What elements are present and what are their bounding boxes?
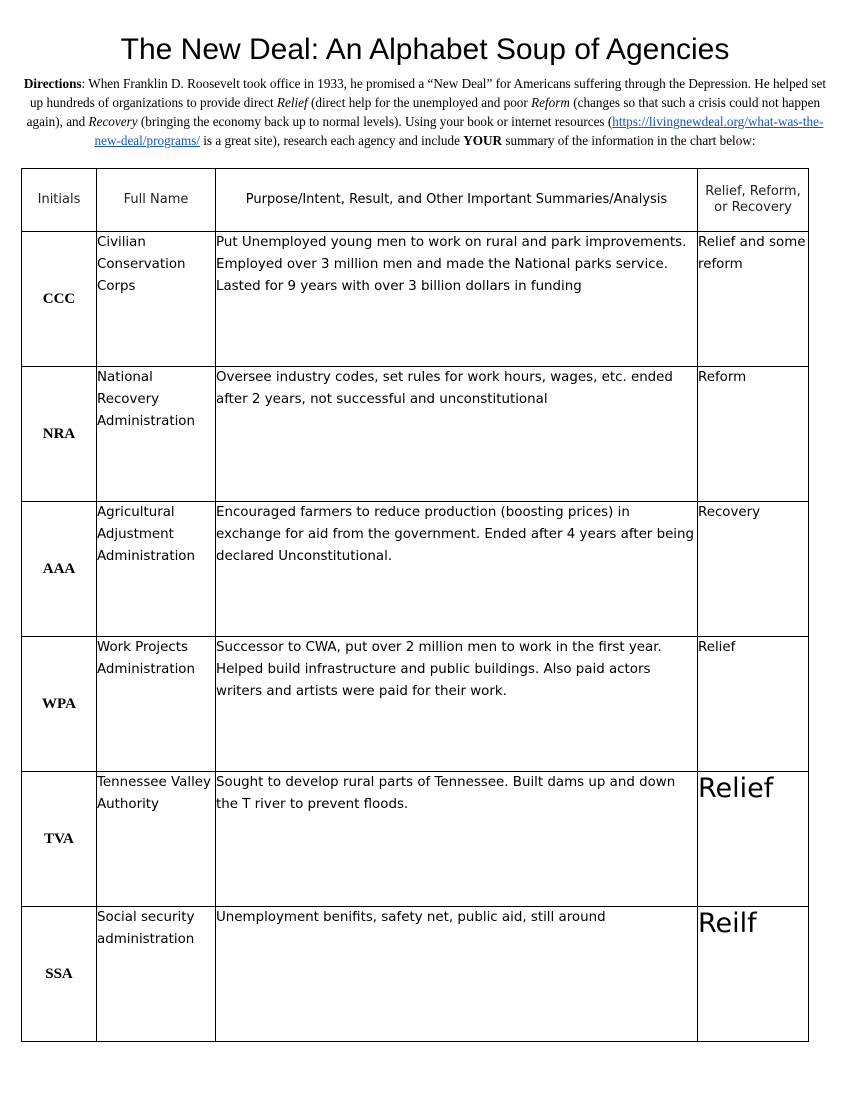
purpose-cell[interactable]: Unemployment benifits, safety net, public aid, still around — [216, 907, 698, 1042]
table-row — [22, 637, 809, 772]
category-cell[interactable]: Recovery — [698, 502, 809, 637]
header-initials: Initials — [22, 169, 97, 232]
directions-text-4: (bringing the economy back up to normal levels). Using your book or internet resources ( — [137, 114, 613, 129]
full-name-cell[interactable]: Work Projects Administration — [97, 637, 216, 772]
full-name-cell[interactable]: Civilian Conservation Corps — [97, 232, 216, 367]
purpose-cell[interactable]: Encouraged farmers to reduce production (boosting prices) in exchange for aid from the government. Ended after 4 years after being declared Unconstitutional. — [216, 502, 698, 637]
recovery-term: Recovery — [88, 114, 138, 129]
full-name-cell[interactable]: National Recovery Administration — [97, 367, 216, 502]
initials-cell: NRA — [22, 367, 97, 502]
page-title: The New Deal: An Alphabet Soup of Agencies — [120, 33, 730, 66]
purpose-cell[interactable]: Oversee industry codes, set rules for work hours, wages, etc. ended after 2 years, not successful and unconstitutional — [216, 367, 698, 502]
initials-cell: SSA — [22, 907, 97, 1042]
full-name-cell[interactable]: Agricultural Adjustment Administration — [97, 502, 216, 637]
directions-text-6: summary of the information in the chart below: — [502, 133, 756, 148]
initials-cell: WPA — [22, 637, 97, 772]
directions-text-1: : When Franklin D. Roosevelt took office in 1933, he promised a “New Deal” for Americans suffering through the Depression. He helped set up hundreds of organizations to provide direct — [29, 76, 827, 110]
directions-text-5: is a great site), research each agency and include — [199, 133, 464, 148]
header-row — [22, 169, 809, 232]
header-relief-reform-recovery: Relief, Reform, or Recovery — [698, 169, 809, 232]
table-row — [22, 367, 809, 502]
category-cell[interactable]: Relief — [698, 637, 809, 772]
purpose-cell[interactable]: Sought to develop rural parts of Tennessee. Built dams up and down the T river to prevent floods. — [216, 772, 698, 907]
directions-label: Directions — [23, 76, 82, 91]
header-full-name: Full Name — [97, 169, 216, 232]
agency-chart — [21, 168, 809, 1042]
relief-term: Relief — [276, 95, 308, 110]
resource-link[interactable]: https://livingnewdeal.org/what-was-the-new-deal/programs/ — [94, 114, 824, 148]
table-row — [22, 502, 809, 637]
purpose-cell[interactable]: Successor to CWA, put over 2 million men to work in the first year. Helped build infrastructure and public buildings. Also paid actors writers and artists were paid for their work. — [216, 637, 698, 772]
full-name-cell[interactable]: Social security administration — [97, 907, 216, 1042]
category-cell[interactable]: Relief and some reform — [698, 232, 809, 367]
reform-term: Reform — [531, 95, 570, 110]
your-emphasis: YOUR — [463, 133, 503, 148]
category-cell[interactable]: Relief — [698, 772, 809, 907]
purpose-cell[interactable]: Put Unemployed young men to work on rural and park improvements. Employed over 3 million men and made the National parks service. Lasted for 9 years with over 3 billion dollars in funding — [216, 232, 698, 367]
table-row — [22, 907, 809, 1042]
category-cell[interactable]: Reform — [698, 367, 809, 502]
full-name-cell[interactable]: Tennessee Valley Authority — [97, 772, 216, 907]
category-cell[interactable]: Reilf — [698, 907, 809, 1042]
directions-text-2: (direct help for the unemployed and poor — [307, 95, 532, 110]
directions-text-3: (changes so that such a crisis could not happen again), and — [26, 95, 821, 129]
header-purpose: Purpose/Intent, Result, and Other Important Summaries/Analysis — [216, 169, 698, 232]
initials-cell: TVA — [22, 772, 97, 907]
initials-cell: CCC — [22, 232, 97, 367]
table-row — [22, 232, 809, 367]
table-row — [22, 772, 809, 907]
directions-paragraph — [22, 74, 828, 150]
initials-cell: AAA — [22, 502, 97, 637]
